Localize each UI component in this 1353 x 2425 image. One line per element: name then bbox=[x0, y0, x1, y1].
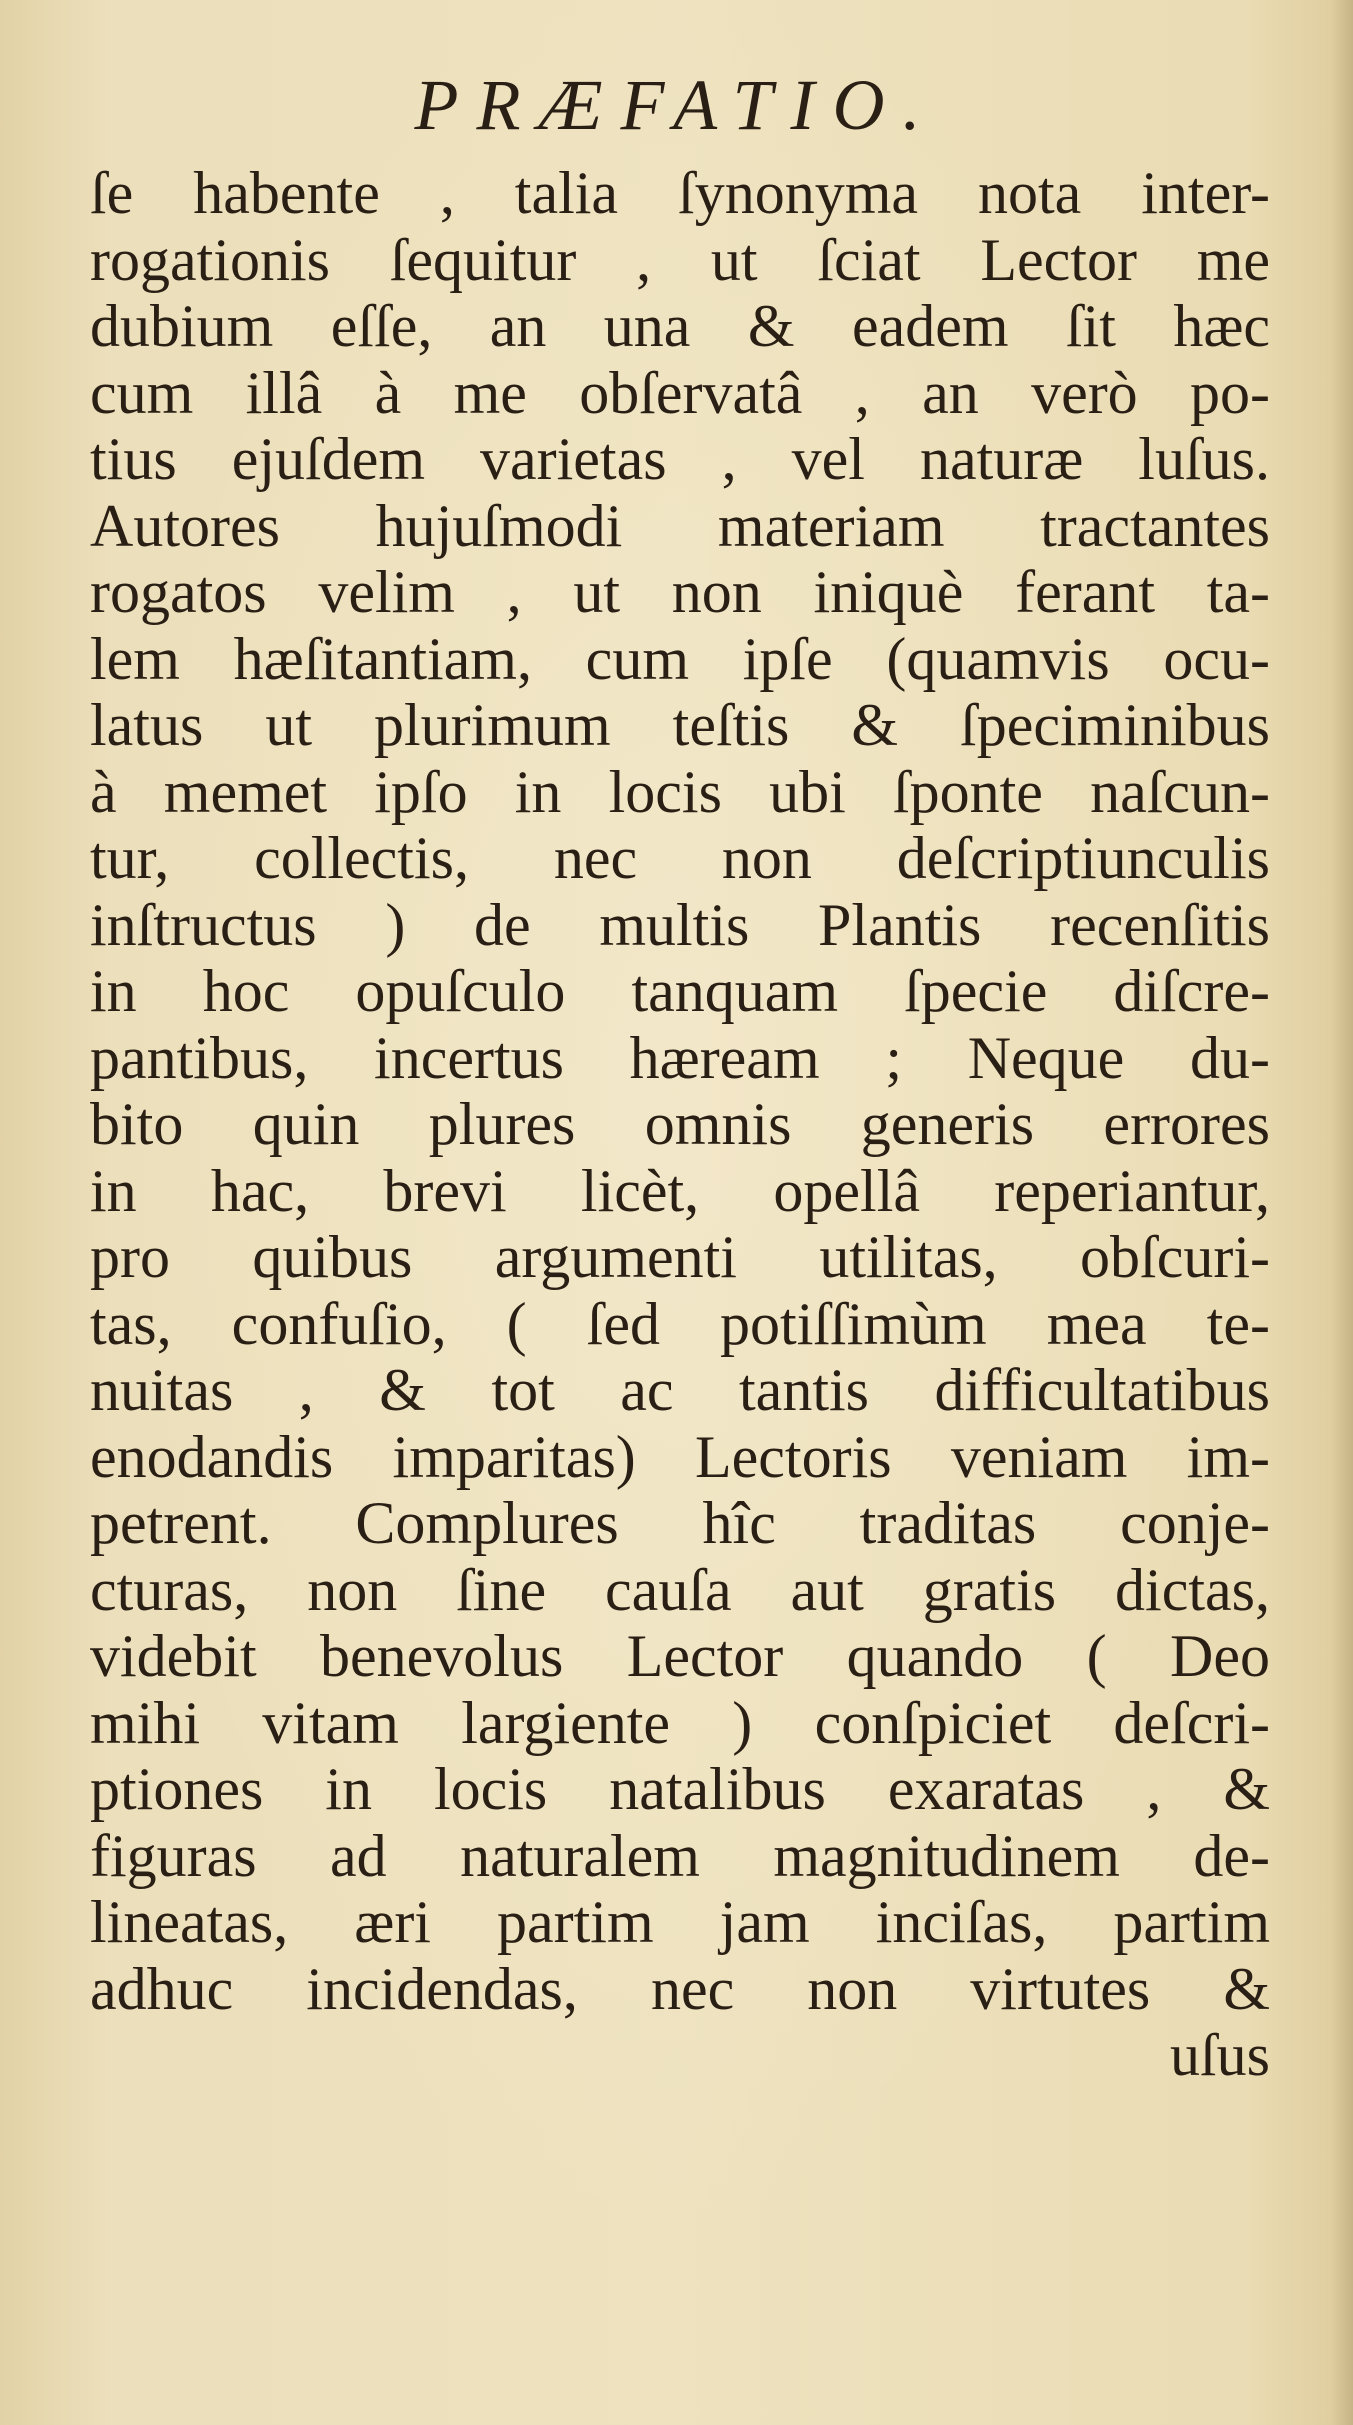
text-line: tas, confuſio, ( ſed potiſſimùm mea te- bbox=[90, 1290, 1270, 1357]
text-line: pantibus, incertus hæream ; Neque du- bbox=[90, 1024, 1270, 1091]
text-line: ptiones in locis natalibus exaratas , & bbox=[90, 1756, 1270, 1822]
text-line: dubium eſſe, an una & eadem ſit hæc bbox=[90, 293, 1270, 359]
text-line: enodandis imparitas) Lectoris veniam im- bbox=[90, 1423, 1270, 1490]
text-line: lineatas, æri partim jam inciſas, partim bbox=[90, 1889, 1270, 1955]
running-head: PRÆFATIO. bbox=[414, 65, 939, 145]
text-line: pro quibus argumenti utilitas, obſcuri- bbox=[90, 1224, 1270, 1290]
text-line: à memet ipſo in locis ubi ſponte naſcun- bbox=[90, 758, 1270, 825]
text-line: videbit benevolus Lector quando ( Deo bbox=[90, 1623, 1270, 1689]
catchword: uſus bbox=[1169, 2022, 1270, 2088]
text-line: nuitas , & tot ac tantis difficultatibus bbox=[90, 1357, 1270, 1423]
text-line: in hac, brevi licèt, opellâ reperiantur, bbox=[90, 1157, 1270, 1224]
text-line: inſtructus ) de multis Plantis recenſitis bbox=[90, 891, 1270, 958]
text-line: cturas, non ſine cauſa aut gratis dictas, bbox=[90, 1556, 1270, 1623]
text-line: tius ejuſdem varietas , vel naturæ luſus. bbox=[90, 426, 1270, 492]
text-line: figuras ad naturalem magnitudinem de- bbox=[90, 1822, 1270, 1889]
text-line: rogatos velim , ut non iniquè ferant ta- bbox=[90, 559, 1270, 625]
text-line: lem hæſitantiam, cum ipſe (quamvis ocu- bbox=[90, 625, 1270, 692]
text-line: petrent. Complures hîc traditas conje- bbox=[90, 1490, 1270, 1556]
text-line: ſe habente , talia ſynonyma nota inter- bbox=[90, 160, 1270, 226]
text-line: rogationis ſequitur , ut ſciat Lector me bbox=[90, 226, 1270, 293]
text-line: Autores hujuſmodi materiam tractantes bbox=[90, 492, 1270, 559]
text-line: mihi vitam largiente ) conſpiciet deſcri- bbox=[90, 1689, 1270, 1756]
text-line: tur, collectis, nec non deſcriptiunculis bbox=[90, 825, 1270, 891]
page-gutter-shadow bbox=[1331, 0, 1353, 2425]
text-line: cum illâ à me obſervatâ , an verò po- bbox=[90, 359, 1270, 426]
text-line: adhuc incidendas, nec non virtutes & bbox=[90, 1955, 1270, 2022]
text-line: latus ut plurimum teſtis & ſpeciminibus bbox=[90, 692, 1270, 758]
text-line: bito quin plures omnis generis errores bbox=[90, 1091, 1270, 1157]
body-text bbox=[90, 160, 1270, 2089]
text-line: in hoc opuſculo tanquam ſpecie diſcre- bbox=[90, 958, 1270, 1024]
